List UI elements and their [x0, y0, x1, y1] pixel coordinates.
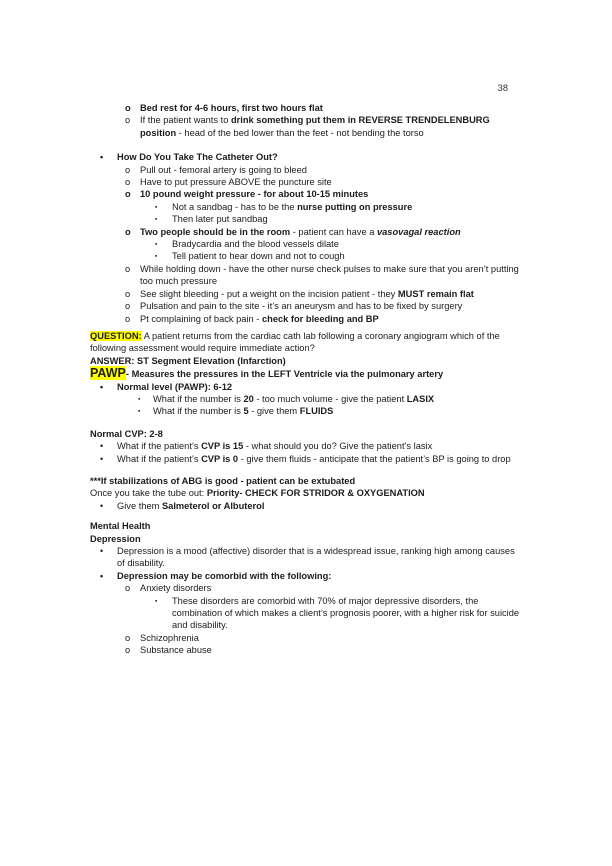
bullet-circle-icon: o	[125, 103, 131, 113]
text-segment: Bradycardia and the blood vessels dilate	[172, 239, 339, 250]
text-segment: - patient can have a	[290, 226, 377, 237]
text-segment: ANSWER: ST Segment Elevation (Infarction)	[90, 355, 286, 366]
text-segment: Once you take the tube out:	[90, 488, 207, 499]
text-segment: What if the patient’s	[117, 453, 202, 464]
list-item	[90, 570, 523, 582]
text-segment: PAWP	[90, 366, 126, 381]
list-item	[90, 313, 523, 325]
text-segment: - give them	[248, 406, 300, 417]
paragraph	[90, 355, 523, 367]
bullet-square-icon: ▪	[138, 408, 141, 416]
text-segment: Measures the pressures in the LEFT Ventricle via the pulmonary artery	[131, 369, 444, 380]
bullet-circle-icon: o	[125, 226, 131, 237]
text-segment: ***If stabilizations of ABG is good - patient can be extubated	[90, 475, 356, 486]
list-item	[90, 300, 523, 312]
text-segment: What if the number is	[153, 406, 244, 417]
page-number: 38	[497, 83, 508, 93]
text-segment: Pull out - femoral artery is going to bleed	[140, 164, 307, 175]
text-segment: LASIX	[406, 393, 435, 404]
list-item	[90, 226, 523, 238]
text-segment: Give them	[117, 500, 162, 511]
text-segment: nurse putting on pressure	[297, 201, 413, 212]
text-segment: Bed rest for 4-6 hours, first two hours flat	[140, 103, 323, 113]
list-item	[90, 582, 523, 594]
list-item	[90, 250, 523, 262]
text-segment: Have to put pressure ABOVE the puncture site	[140, 177, 332, 188]
bullet-dot-icon: •	[100, 453, 104, 464]
paragraph	[90, 475, 523, 487]
list-item	[90, 405, 523, 417]
text-segment: Then later put sandbag	[172, 214, 268, 225]
text-segment: Depression may be comorbid with the following:	[117, 570, 332, 581]
paragraph	[90, 520, 523, 532]
bullet-circle-icon: o	[125, 263, 131, 274]
text-segment: -	[125, 369, 132, 380]
text-segment: Normal level (PAWP): 6-12	[117, 381, 233, 392]
text-segment: While holding down - have the other nurse check pulses to make sure that you aren’t putting too much pressure	[140, 263, 519, 287]
text-segment: Pulsation and pain to the site - it’s an aneurysm and has to be fixed by surgery	[140, 301, 463, 312]
bullet-dot-icon: •	[100, 441, 104, 452]
text-segment: FLUIDS	[299, 406, 334, 417]
bullet-circle-icon: o	[125, 288, 131, 299]
text-segment: Normal CVP: 2-8	[90, 428, 163, 439]
text-segment: Priority- CHECK FOR STRIDOR & OXYGENATION	[206, 488, 425, 499]
text-segment: 20	[243, 393, 254, 404]
text-segment: Two people should be in the room	[140, 226, 291, 237]
paragraph	[90, 367, 523, 380]
text-segment: Depression	[90, 533, 141, 544]
text-segment: vasovagal reaction	[376, 226, 461, 237]
bullet-square-icon: ▪	[138, 395, 141, 403]
bullet-dot-icon: •	[100, 570, 104, 581]
text-segment: Pt complaining of back pain -	[140, 313, 262, 324]
text-segment: - what should you do? Give the patient’s lasix	[243, 441, 433, 452]
bullet-dot-icon: •	[100, 381, 104, 392]
bullet-circle-icon: o	[125, 645, 131, 656]
list-item	[90, 545, 523, 570]
list-item	[90, 263, 523, 288]
text-segment: Anxiety disorders	[140, 583, 212, 594]
bullet-square-icon: ▪	[155, 216, 158, 224]
text-segment: These disorders are comorbid with 70% of major depressive disorders, the combination of which makes a client’s prognosis poorer, with a higher risk for suicide and disability.	[172, 595, 520, 631]
bullet-circle-icon: o	[125, 313, 131, 324]
bullet-circle-icon: o	[125, 115, 131, 126]
bullet-square-icon: ▪	[155, 203, 158, 211]
text-segment: QUESTION:	[90, 330, 142, 341]
bullet-circle-icon: o	[125, 583, 131, 594]
list-item	[90, 238, 523, 250]
list-item	[90, 188, 523, 200]
text-segment: drink something put them in REVERSE TRENDELENBURG position	[140, 115, 490, 138]
text-segment: How Do You Take The Catheter Out?	[117, 152, 278, 163]
paragraph	[90, 533, 523, 545]
bullet-square-icon: ▪	[155, 253, 158, 261]
list-item	[90, 288, 523, 300]
bullet-square-icon: ▪	[155, 241, 158, 249]
list-item	[90, 440, 523, 452]
list-item	[90, 213, 523, 225]
bullet-dot-icon: •	[100, 546, 104, 556]
text-segment: Tell patient to hear down and not to cough	[172, 251, 345, 262]
text-segment: What if the number is	[153, 393, 244, 404]
list-item	[90, 500, 523, 512]
bullet-dot-icon: •	[100, 500, 104, 511]
list-item	[90, 176, 523, 188]
list-item	[90, 201, 523, 213]
text-segment: What if the patient’s	[117, 441, 202, 452]
text-segment: See slight bleeding - put a weight on the incision patient - they	[140, 288, 398, 299]
text-segment: 5	[243, 406, 249, 417]
text-segment: Schizophrenia	[140, 632, 199, 643]
text-segment: Not a sandbag - has to be the	[172, 201, 298, 212]
bullet-circle-icon: o	[125, 189, 131, 200]
paragraph	[90, 330, 523, 355]
bullet-circle-icon: o	[125, 164, 131, 175]
list-item	[90, 644, 523, 656]
text-segment: - give them fluids - anticipate that the patient’s BP is going to drop	[238, 453, 511, 464]
bullet-circle-icon: o	[125, 301, 131, 312]
bullet-circle-icon: o	[125, 632, 131, 643]
text-segment: - too much volume - give the patient	[253, 393, 407, 404]
list-item	[90, 102, 523, 114]
list-item	[90, 453, 523, 465]
text-segment: MUST remain flat	[397, 288, 474, 299]
document-body	[90, 102, 523, 657]
list-item	[90, 381, 523, 393]
list-item	[90, 151, 523, 163]
bullet-dot-icon: •	[100, 152, 104, 163]
text-segment: check for bleeding and BP	[261, 313, 379, 324]
text-segment: A patient returns from the cardiac cath lab following a coronary angiogram which of the following assessment would require immediate action?	[90, 330, 500, 354]
list-item	[90, 393, 523, 405]
text-segment: 10 pound weight pressure - for about 10-15 minutes	[140, 189, 369, 200]
bullet-square-icon: ▪	[155, 597, 158, 605]
list-item	[90, 632, 523, 644]
text-segment: CVP is 15	[201, 441, 244, 452]
list-item	[90, 114, 523, 139]
list-item	[90, 164, 523, 176]
paragraph	[90, 428, 523, 440]
paragraph	[90, 487, 523, 499]
text-segment: Substance abuse	[140, 645, 212, 656]
text-segment: If the patient wants to	[140, 115, 231, 126]
text-segment: Mental Health	[90, 521, 151, 532]
text-segment: - head of the bed lower than the feet - not bending the torso	[176, 127, 424, 138]
list-item	[90, 595, 523, 632]
text-segment: Depression is a mood (affective) disorder that is a widespread issue, ranking high among causes of disability.	[117, 546, 515, 569]
text-segment: CVP is 0	[201, 453, 239, 464]
bullet-circle-icon: o	[125, 177, 131, 188]
text-segment: Salmeterol or Albuterol	[161, 500, 265, 511]
